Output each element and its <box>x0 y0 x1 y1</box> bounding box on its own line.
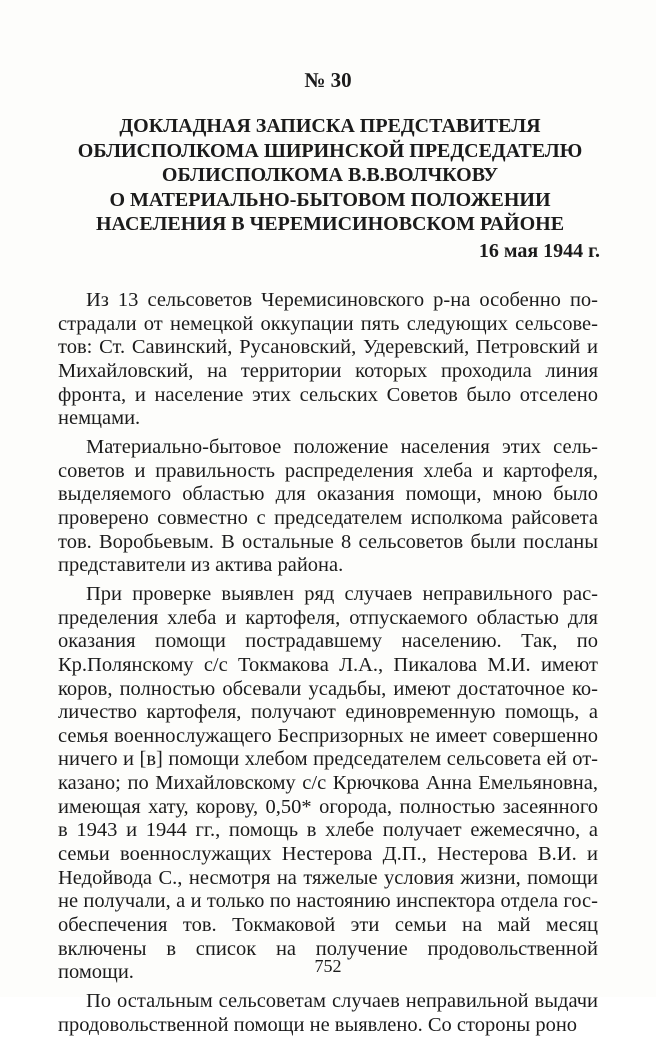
body-paragraph: При проверке выявлен ряд случаев неправильного распределения хлеба и картофеля, отпускаемого областью для оказания помощи пострадавшему населению. Так, по Кр.Полянскому с/с Токмакова Л.А., Пикалова М.И. имеют коров, полностью обсевали усадьбы, имеют достаточное количество картофеля, получают единовременную помощь, а семья военнослужащего Беспризорных не имеет совершенно ничего и [в] помощи хлебом председателем сельсовета ей отказано; по Михайловскому с/с Крючкова Анна Емельяновна, имеющая хату, корову, 0,50* огорода, полностью засеянного в 1943 и 1944 гг., помощь в хлебе получает ежемесячно, а семьи военнослужащих Нестерова Д.П., Нестерова В.И. и Недойвода С., несмотря на тяжелые условия жизни, помощи не получали, а и только по настоянию инспектора отдела гособеспечения тов. Токмаковой эти семьи на май месяц включены в список на получение продовольственной помощи. <box>58 582 598 984</box>
document-body <box>58 289 598 1042</box>
document-date: 16 мая 1944 г. <box>478 240 600 262</box>
body-paragraph: По остальным сельсоветам случаев неправильной выдачи продовольственной помощи не выявлено. Со стороны роно <box>58 990 598 1036</box>
body-paragraph: Материально-бытовое положение населения этих сельсоветов и правильность распределения хлеба и картофеля, выделяемого областью для оказания помощи, мною было проверено совместно с председателем исполкома райсовета тов. Воробьевым. В остальные 8 сельсоветов были посланы представители из актива района. <box>58 435 598 577</box>
page-number: 752 <box>314 956 342 976</box>
title-line: ОБЛИСПОЛКОМА В.В.ВОЛЧКОВУ <box>161 164 499 186</box>
title-line: ОБЛИСПОЛКОМА ШИРИНСКОЙ ПРЕДСЕДАТЕЛЮ <box>77 139 583 162</box>
title-line: О МАТЕРИАЛЬНО-БЫТОВОМ ПОЛОЖЕНИИ <box>109 188 551 211</box>
title-line: НАСЕЛЕНИЯ В ЧЕРЕМИСИНОВСКОМ РАЙОНЕ <box>95 213 565 235</box>
document-number: № 30 <box>304 68 352 92</box>
document-title <box>60 114 600 237</box>
body-paragraph: Из 13 сельсоветов Черемисиновского р-на особенно пострадали от немецкой оккупации пять следующих сельсоветов: Ст. Савинский, Русановский, Удеревский, Петровский и Михайловский, на территории которых проходила линия фронта, и население этих сельских Советов было отселено немцами. <box>58 289 598 430</box>
title-line: ДОКЛАДНАЯ ЗАПИСКА ПРЕДСТАВИТЕЛЯ <box>119 115 541 137</box>
